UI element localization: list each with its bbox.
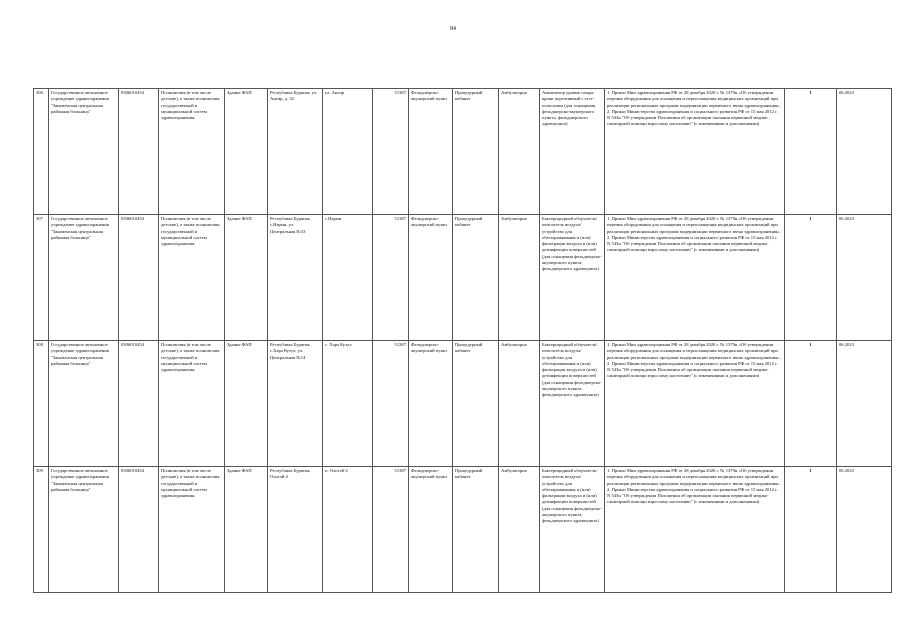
room-cell: Процедурный кабинет	[453, 341, 499, 467]
basis-cell: Полномочия (в том числе детские), а также полномочия государственной и муниципальной систем здравоохранения.	[159, 89, 225, 215]
table-row	[34, 341, 892, 467]
row-number: 309	[34, 467, 49, 593]
date-cell: 06.2023	[837, 89, 892, 215]
row-number: 307	[34, 215, 49, 341]
organization-cell: Государственное автономное учреждение здравоохранения "Закаменская центральная районная больница"	[49, 341, 119, 467]
row-number: 306	[34, 89, 49, 215]
locality-cell: с.Нарын	[323, 215, 373, 341]
population-cell: 51387	[373, 467, 409, 593]
population-cell: 51387	[373, 89, 409, 215]
quantity-cell: 1	[785, 89, 837, 215]
legal-basis-cell: 1. Приказ Мин здравоохранения РФ от 28 декабря 2020 г. № 1379н «Об утверждении перечня оборудования для оснащения и переоснащения медицинских организаций при реализации региональных программ модернизации первичного звена здравоохранения». 2. Приказ Министерства здравоохранения и социального развития РФ от 15 мая 2012 г. N 543н "Об утверждении Положения об организации оказания первичной медико-санитарной помощи взрослому населению" (с изменениями и дополнениями)	[605, 467, 785, 593]
locality-cell: с. Хара Кутул	[323, 341, 373, 467]
legal-basis-cell: 1. Приказ Мин здравоохранения РФ от 28 декабря 2020 г. № 1379н «Об утверждении перечня оборудования для оснащения и переоснащения медицинских организаций при реализации региональных программ модернизации первичного звена здравоохранения». 2. Приказ Министерства здравоохранения и социального развития РФ от 15 мая 2012 г. N 543н "Об утверждении Положения об организации оказания первичной медико-санитарной помощи взрослому населению" (с изменениями и дополнениями)	[605, 341, 785, 467]
equipment-register-table	[33, 88, 892, 593]
inn-cell: 0306010454	[119, 467, 159, 593]
date-cell: 06.2023	[837, 215, 892, 341]
equipment-cell: Анализатор уровня сахара крови портативный с тест-полосками (для оснащения фельдшерско-акушерского пункта, фельдшерского здравпункта)	[540, 89, 605, 215]
address-cell: Республика Бурятия, ул. Ангир, д. 32	[268, 89, 323, 215]
population-cell: 51387	[373, 341, 409, 467]
organization-cell: Государственное автономное учреждение здравоохранения "Закаменская центральная районная больница"	[49, 215, 119, 341]
population-cell: 51387	[373, 215, 409, 341]
inn-cell: 0306010454	[119, 341, 159, 467]
quantity-cell: 1	[785, 341, 837, 467]
care-type-cell: Амбулаторно	[499, 215, 540, 341]
unit-type-cell: Фельдшерско-акушерский пункт	[409, 89, 453, 215]
locality-cell: ул. Ангир	[323, 89, 373, 215]
building-cell: Здание ФАП	[225, 467, 268, 593]
building-cell: Здание ФАП	[225, 89, 268, 215]
address-cell: Республика Бурятия, Охотэй-2	[268, 467, 323, 593]
equipment-cell: Бактерицидный облучатель/очиститель воздуха/устройство для обеззараживания и (или) фильтрации воздуха и (или) дезинфекции поверхностей (для оснащения фельдшерско-акушерского пункта, фельдшерского здравпункта)	[540, 341, 605, 467]
room-cell: Процедурный кабинет	[453, 89, 499, 215]
organization-cell: Государственное автономное учреждение здравоохранения "Закаменская центральная районная больница"	[49, 89, 119, 215]
care-type-cell: Амбулаторно	[499, 341, 540, 467]
quantity-cell: 1	[785, 467, 837, 593]
building-cell: Здание ФАП	[225, 341, 268, 467]
unit-type-cell: Фельдшерско-акушерский пункт	[409, 215, 453, 341]
legal-basis-cell: 1. Приказ Мин здравоохранения РФ от 28 декабря 2020 г. № 1379н «Об утверждении перечня оборудования для оснащения и переоснащения медицинских организаций при реализации региональных программ модернизации первичного звена здравоохранения». 2. Приказ Министерства здравоохранения и социального развития РФ от 15 мая 2012 г. N 543н "Об утверждении Положения об организации оказания первичной медико-санитарной помощи взрослому населению" (с изменениями и дополнениями)	[605, 215, 785, 341]
basis-cell: Полномочия (в том числе детские), а также полномочия государственной и муниципальной систем здравоохранения.	[159, 341, 225, 467]
table-row	[34, 467, 892, 593]
quantity-cell: 1	[785, 215, 837, 341]
unit-type-cell: Фельдшерско-акушерский пункт	[409, 467, 453, 593]
row-number: 308	[34, 341, 49, 467]
basis-cell: Полномочия (в том числе детские), а также полномочия государственной и муниципальной систем здравоохранения.	[159, 467, 225, 593]
date-cell: 06.2023	[837, 467, 892, 593]
legal-basis-cell: 1. Приказ Мин здравоохранения РФ от 28 декабря 2020 г. № 1379н «Об утверждении перечня оборудования для оснащения и переоснащения медицинских организаций при реализации региональных программ модернизации первичного звена здравоохранения». 2. Приказ Министерства здравоохранения и социального развития РФ от 15 мая 2012 г. N 543н "Об утверждении Положения об организации оказания первичной медико-санитарной помощи взрослому населению" (с изменениями и дополнениями)	[605, 89, 785, 215]
table-row	[34, 89, 892, 215]
locality-cell: п. Охотэй-2	[323, 467, 373, 593]
date-cell: 06.2023	[837, 341, 892, 467]
address-cell: Республика Бурятия, с.Хара Кутул, ул. Центральная №14	[268, 341, 323, 467]
unit-type-cell: Фельдшерско-акушерский пункт	[409, 341, 453, 467]
inn-cell: 0306010454	[119, 215, 159, 341]
room-cell: Процедурный кабинет	[453, 215, 499, 341]
equipment-cell: Бактерицидный облучатель/очиститель воздуха/устройство для обеззараживания и (или) фильтрации воздуха и (или) дезинфекции поверхностей (для оснащения фельдшерско-акушерского пункта, фельдшерского здравпункта)	[540, 215, 605, 341]
care-type-cell: Амбулаторно	[499, 89, 540, 215]
basis-cell: Полномочия (в том числе детские), а также полномочия государственной и муниципальной систем здравоохранения.	[159, 215, 225, 341]
room-cell: Процедурный кабинет	[453, 467, 499, 593]
care-type-cell: Амбулаторно	[499, 467, 540, 593]
building-cell: Здание ФАП	[225, 215, 268, 341]
inn-cell: 0306010454	[119, 89, 159, 215]
page-number: 84	[450, 26, 456, 32]
table-row	[34, 215, 892, 341]
equipment-cell: Бактерицидный облучатель/очиститель воздуха/устройство для обеззараживания и (или) фильтрации воздуха и (или) дезинфекции поверхностей (для оснащения фельдшерско-акушерского пункта, фельдшерского здравпункта)	[540, 467, 605, 593]
organization-cell: Государственное автономное учреждение здравоохранения "Закаменская центральная районная больница"	[49, 467, 119, 593]
address-cell: Республика Бурятия, с.Нарын, ул. Центральная №33	[268, 215, 323, 341]
